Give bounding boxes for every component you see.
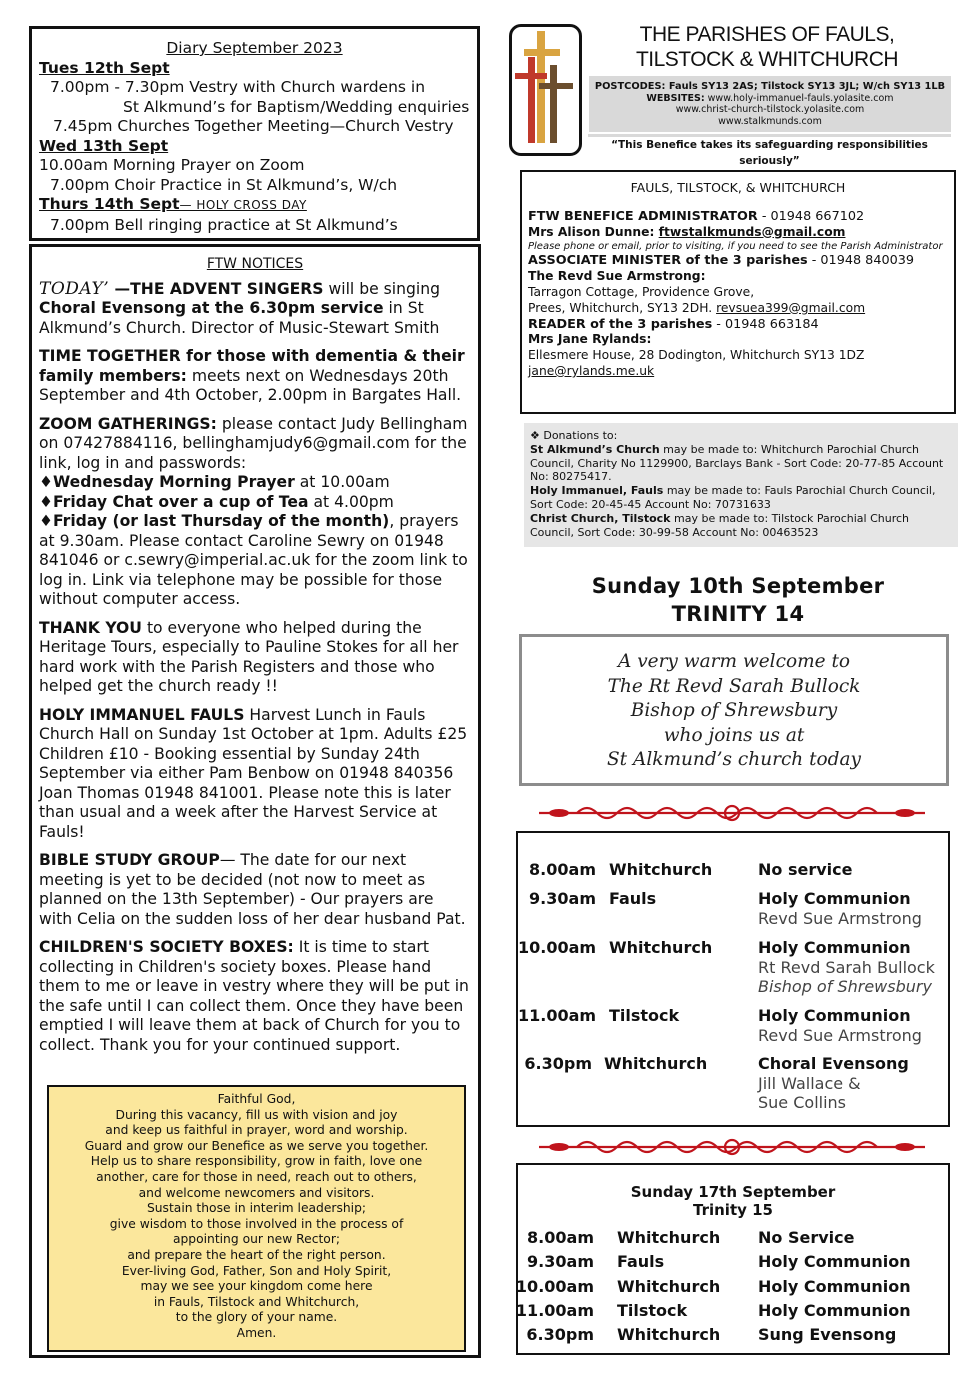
prayer-line: appointing our new Rector; [172, 1232, 341, 1247]
notice-bold: ZOOM GATHERINGS: [39, 414, 217, 433]
crosses-logo-icon [509, 24, 582, 156]
notice-bold: ♦Friday (or last Thursday of the month) [39, 512, 390, 530]
role-label: FTW BENEFICE ADMINISTRATOR [528, 208, 758, 224]
diary-day-note: — HOLY CROSS DAY [179, 198, 307, 212]
service-name: Holy Communion [758, 1276, 911, 1296]
notice-text: in St Alkmund’s Church. Director of Music-Stewart Smith [39, 299, 440, 337]
service-place: Whitchurch [617, 1276, 721, 1296]
service-time: 11.00am [515, 1300, 594, 1320]
contact-name: The Revd Sue Armstrong: [528, 269, 706, 284]
notice-text: at 4.00pm [308, 492, 394, 511]
prayer-line: and prepare the heart of the right person. [127, 1247, 386, 1262]
service-place: Whitchurch [609, 860, 713, 879]
officiant: Revd Sue Armstrong [758, 908, 922, 928]
church-name: Holy Immanuel, Fauls [530, 484, 664, 498]
donations-title: ❖ Donations to: [530, 429, 618, 442]
notice-thank-you [39, 619, 471, 697]
notice-text: It is time to start collecting in Children's society boxes. Please hand them to me or leave in vestry where they will be put in the safe until I can collect them. Once they have been emptied I will leave them at back of Church for you to collect. Thank you for your continued support. [39, 938, 469, 1054]
prayer-line: in Fauls, Tilstock and Whitchurch, [153, 1294, 360, 1309]
notice-bold: TIME TOGETHER for those with dementia & their family members: [39, 347, 465, 385]
welcome-line: who joins us at [663, 724, 805, 746]
notices-title: FTW NOTICES [206, 256, 304, 272]
service-name: Holy Communion [758, 1300, 911, 1320]
service-place: Whitchurch [617, 1228, 721, 1247]
service-name: Holy Communion [758, 1006, 911, 1025]
notice-bold: ♦Wednesday Morning Prayer [39, 473, 295, 491]
phone-number: - 01948 667102 [757, 208, 865, 224]
service-time: 9.30am [529, 889, 596, 908]
donation-item [530, 512, 952, 540]
church-name: Christ Church, Tilstock [530, 511, 671, 525]
diary-day: Thurs 14th Sept [39, 195, 180, 213]
prayer-line: Help us to share responsibility, grow in faith, love one [90, 1154, 423, 1169]
prayer-line: During this vacancy, fill us with vision and joy [115, 1107, 398, 1122]
service-details [758, 1054, 909, 1113]
service-time: 9.30am [527, 1252, 594, 1272]
assoc-role [528, 253, 948, 269]
diary-day-row [39, 195, 470, 216]
title-line: THE PARISHES OF FAULS, [639, 23, 895, 46]
welcome-box [519, 634, 949, 786]
service-row [518, 1250, 948, 1274]
service-time: 11.00am [518, 1006, 597, 1025]
service-name: Holy Communion [758, 1252, 911, 1272]
notice-text: meets next on Wednesdays 20th September and 4th October, 2.00pm in Bargates Hall. [39, 366, 462, 404]
service-place: Whitchurch [617, 1325, 721, 1345]
notice-bold: Choral Evensong at the 6.30pm service [39, 299, 384, 317]
phone-number: - 01948 663184 [712, 316, 819, 332]
header-info-panel [589, 76, 951, 132]
service-row [515, 1299, 948, 1323]
service-details [758, 938, 935, 997]
service-name: Sung Evensong [758, 1325, 897, 1345]
sunday-trinity: TRINITY 14 [671, 602, 805, 626]
notice-bold: HOLY IMMANUEL FAULS [39, 705, 245, 724]
email-link[interactable]: ftwstalkmunds@gmail.com [658, 224, 846, 239]
service-name: No Service [758, 1228, 855, 1247]
notice-text: please contact Judy Bellingham on 07427884116, bellinghamjudy6@gmail.com for the link, log in and passwords: [39, 414, 468, 472]
role-label: READER of the 3 parishes [528, 316, 713, 332]
notice-bold: —THE ADVENT SINGERS [109, 279, 324, 298]
notice-bold: BIBLE STUDY GROUP [39, 851, 220, 869]
service-details [758, 860, 852, 880]
prayer-line: give wisdom to those involved in the process of [109, 1216, 404, 1231]
contact-name: Mrs Jane Rylands: [528, 332, 652, 347]
email-link[interactable]: jane@rylands.me.uk [528, 363, 655, 378]
donation-text: may be made to: Fauls Parochial Church Council, Sort Code: 20-45-45 Account No: 70731633 [530, 484, 936, 511]
sunday-17-date: Sunday 17th September [630, 1183, 836, 1201]
service-time: 6.30pm [526, 1325, 594, 1345]
officiant-title: Bishop of Shrewsbury [758, 977, 932, 996]
donations-panel [524, 423, 958, 547]
title-line: TILSTOCK & WHITCHURCH [635, 48, 899, 71]
website-line [589, 93, 951, 105]
service-name: Choral Evensong [758, 1054, 909, 1073]
ornamental-divider-icon [537, 801, 927, 825]
contacts-box [520, 170, 956, 414]
diary-box [29, 26, 480, 241]
donation-text: may be made to: Whitchurch Parochial Church Council, Charity No 1129900, Barclays Bank - Sort Code: 20-77-85 Account No: 80275417. [530, 442, 944, 484]
ornamental-divider-icon [537, 1135, 927, 1159]
notice-bold: THANK YOU [39, 618, 142, 637]
diary-entry: 7.00pm - 7.30pm Vestry with Church wardens in [50, 78, 426, 96]
parishes-title [592, 22, 942, 72]
service-place: Whitchurch [604, 1054, 708, 1073]
phone-number: - 01948 840039 [807, 253, 915, 269]
admin-role [528, 209, 948, 225]
service-time: 8.00am [529, 860, 596, 879]
donation-item [530, 443, 952, 484]
service-time: 6.30pm [524, 1054, 592, 1073]
notice-bible-study [39, 851, 471, 929]
service-row [518, 1323, 948, 1347]
services-10th-box [516, 831, 950, 1127]
safeguarding-text: “This Benefice takes its safeguarding responsibilities seriously” [588, 137, 951, 169]
service-row [515, 1275, 948, 1299]
donation-item [530, 484, 952, 512]
welcome-line: Bishop of Shrewsbury [630, 700, 838, 721]
admin-contact [528, 225, 948, 241]
prayer-line: to the glory of your name. [175, 1310, 338, 1325]
address-line: Ellesmere House, 28 Dodington, Whitchurch SY13 1DZ [528, 348, 865, 363]
address-line: Tarragon Cottage, Providence Grove, [528, 284, 755, 299]
service-name: No service [758, 860, 853, 879]
notice-time-together [39, 347, 471, 406]
website-link[interactable]: www.stalkmunds.com [718, 115, 822, 127]
notice-text: , prayers at 9.30am. Please contact Caroline Sewry on 01948 841046 or c.sewry@imperial.ac.uk for the zoom link to log in. Link via telephone may be possible for those without computer access. [39, 512, 468, 608]
officiant: Rt Revd Sarah Bullock [758, 957, 935, 977]
diary-entry: 10.00am Morning Prayer on Zoom [39, 156, 305, 174]
service-details [758, 1006, 922, 1045]
prayer-line: Faithful God, [217, 1092, 296, 1106]
address-line [528, 301, 948, 317]
safeguarding-statement [588, 134, 951, 167]
donation-text: may be made to: Tilstock Parochial Church Council, Sort Code: 30-99-58 Account No: 00463523 [530, 511, 910, 539]
prayer-line: another, care for those in need, reach out to others, [96, 1169, 417, 1184]
websites-label: WEBSITES: [646, 92, 705, 104]
sunday-17-trinity: Trinity 15 [693, 1201, 773, 1219]
service-time: 10.00am [518, 938, 597, 957]
prayer-line: and keep us faithful in prayer, word and worship. [105, 1123, 408, 1138]
diary-entry: St Alkmund’s for Baptism/Wedding enquiries [123, 97, 470, 116]
service-place: Fauls [609, 889, 657, 908]
service-details [758, 889, 922, 928]
service-row [518, 1226, 948, 1250]
service-name: Holy Communion [758, 938, 911, 957]
contact-name: Mrs Alison Dunne: [528, 224, 659, 239]
prayer-line: Ever-living God, Father, Son and Holy Spirit, [121, 1263, 392, 1278]
service-place: Whitchurch [609, 938, 713, 957]
services-17th-box [516, 1163, 950, 1355]
role-label: ASSOCIATE MINISTER of the 3 parishes [528, 253, 808, 269]
contacts-title: FAULS, TILSTOCK, & WHITCHURCH [630, 180, 846, 195]
prayer-line: and welcome newcomers and visitors. [138, 1185, 375, 1200]
website-link[interactable]: www.holy-immanuel-fauls.yolasite.com [707, 92, 894, 104]
address-text: Prees, Whitchurch, SY13 2DH. [528, 300, 717, 315]
reader-role [528, 317, 948, 333]
today-word: TODAY’ [39, 278, 110, 299]
postcodes: POSTCODES: Fauls SY13 2AS; Tilstock SY13 3JL; W/ch SY13 1LB [594, 81, 946, 92]
notice-text: will be singing [323, 279, 441, 298]
notice-text: Harvest Lunch in Fauls Church Hall on Sunday 1st October at 1pm. Adults £25 Children £10 - Booking essential by Sunday 24th September via either Pam Benbow on 01948 840356 Joan Thomas 01948 841001. Please note this is later than usual and a week after the Harvest Service at Fauls! [39, 705, 468, 841]
church-name: St Alkmund’s Church [530, 442, 660, 456]
prayer-line: Amen. [236, 1325, 277, 1340]
officiant: Sue Collins [758, 1093, 846, 1112]
service-time: 10.00am [515, 1276, 594, 1296]
service-name: Holy Communion [758, 889, 911, 908]
diary-entry: 7.00pm Choir Practice in St Alkmund’s, W/ch [50, 175, 398, 194]
admin-note: Please phone or email, prior to visiting, if you need to see the Parish Administrator [528, 241, 943, 253]
officiant: Revd Sue Armstrong [758, 1025, 922, 1045]
sunday-date: Sunday 10th September [591, 574, 885, 598]
website-link[interactable]: www.christ-church-tilstock.yolasite.com [675, 104, 865, 115]
vacancy-prayer [47, 1085, 466, 1352]
notice-bold: CHILDREN'S SOCIETY BOXES: [39, 938, 294, 956]
service-time: 8.00am [527, 1228, 594, 1247]
welcome-line: St Alkmund’s church today [606, 749, 862, 770]
diary-entry: 7.00pm Bell ringing practice at St Alkmund’s [50, 215, 398, 234]
welcome-line: A very warm welcome to [617, 651, 851, 672]
notice-text: to everyone who helped during the Heritage Tours, especially to Pauline Stokes for all her hard work with the Parish Registers and those who helped get the church ready !! [39, 618, 459, 695]
prayer-line: Sustain those in interim leadership; [146, 1201, 367, 1216]
notice-harvest-lunch [39, 706, 471, 843]
diary-title: Diary September 2023 [166, 39, 343, 57]
sunday-heading [520, 572, 956, 628]
notice-text: — The date for our next meeting is yet to be decided (not now to meet as planned on the 13th September) - Our prayers are with Celia on the sudden loss of her dear husband Pat. [39, 851, 466, 928]
email-link[interactable]: revsuea399@gmail.com [716, 300, 866, 315]
notice-advent [39, 280, 471, 339]
prayer-line: may we see your kingdom come here [140, 1279, 373, 1294]
notice-text: at 10.00am [294, 473, 390, 491]
service-place: Fauls [617, 1252, 665, 1272]
service-place: Tilstock [617, 1300, 688, 1320]
diary-day: Wed 13th Sept [39, 136, 169, 155]
notice-zoom [39, 415, 471, 610]
welcome-line: The Rt Revd Sarah Bullock [607, 675, 861, 697]
notice-childrens-society [39, 938, 471, 1055]
officiant: Jill Wallace & [758, 1073, 861, 1093]
diary-day: Tues 12th Sept [39, 58, 170, 77]
prayer-line: Guard and grow our Benefice as we serve you together. [84, 1138, 429, 1153]
notice-bold: ♦Friday Chat over a cup of Tea [39, 492, 309, 511]
service-place: Tilstock [609, 1006, 680, 1025]
diary-entry: 7.45pm Churches Together Meeting—Church Vestry [53, 117, 454, 135]
